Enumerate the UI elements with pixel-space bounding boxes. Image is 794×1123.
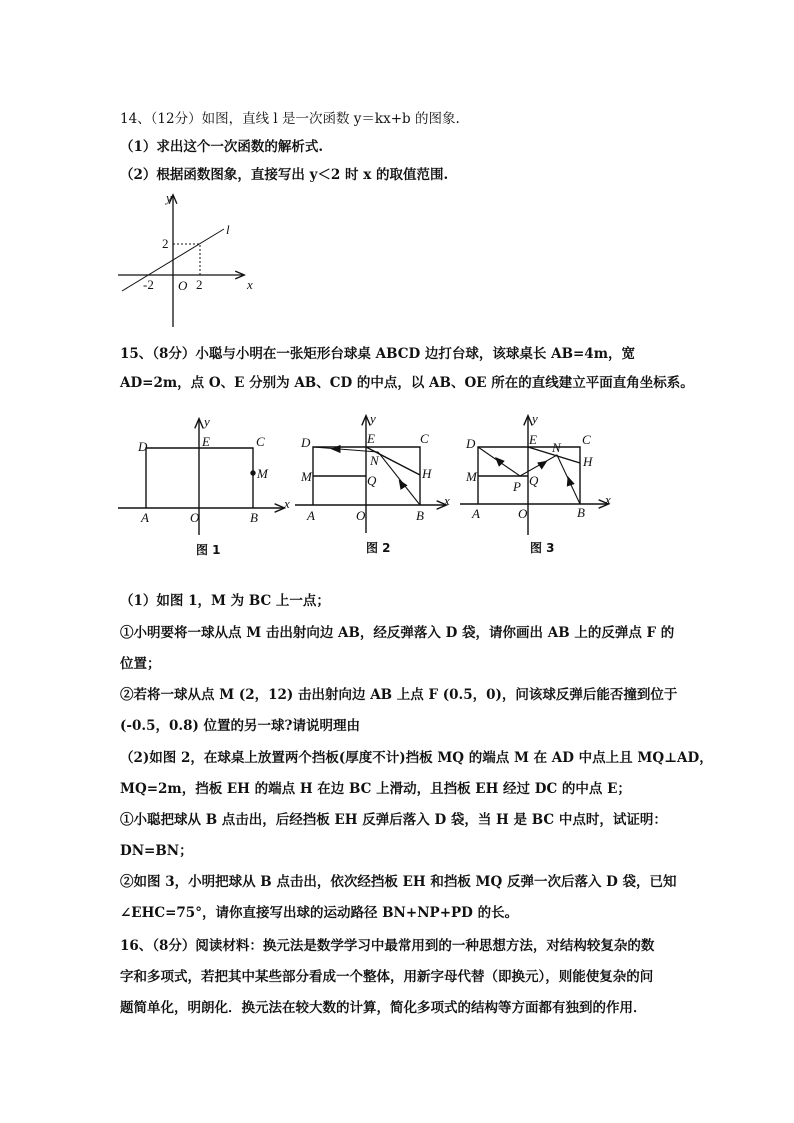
figure-1-caption: 图 1 (196, 543, 221, 557)
figure-point-label: E (529, 432, 537, 447)
x-axis-label: x (247, 277, 253, 292)
q14-part2: （2）根据函数图象，直接写出 y＜2 时 x 的取值范围. (120, 167, 449, 183)
q15-line: DN=BN； (120, 843, 193, 859)
q15-line: ①小明要将一球从点 M 击出射向边 AB，经反弹落入 D 袋，请你画出 AB 上的反弹点 F 的 (120, 625, 675, 641)
figure-point-label: D (466, 436, 476, 451)
figure-point-label: P (513, 479, 521, 494)
q14-function-graph (118, 196, 243, 327)
q15-line: （2)如图 2，在球桌上放置两个挡板(厚度不计)挡板 MQ 的端点 M 在 AD 中点上且 MQ⊥AD， (120, 750, 713, 766)
figure-2-labels (300, 411, 450, 555)
figure-point-label: B (250, 510, 258, 525)
figure-point-label: M (257, 466, 268, 481)
figure-point-label: O (518, 506, 528, 521)
figure-point-label: x (284, 496, 290, 511)
figure-point-label: C (582, 432, 591, 447)
figure-point-label: x (605, 492, 611, 507)
q14-stem: 14、（12分）如图，直线 l 是一次函数 y＝kx+b 的图象. (120, 111, 460, 127)
figure-point-label: A (141, 510, 149, 525)
figure-point-label: O (356, 508, 366, 523)
figure-point-label: D (301, 435, 311, 450)
figure-point-label: N (552, 440, 561, 455)
x-tick-neg2: -2 (143, 277, 154, 292)
y-tick-2: 2 (162, 236, 169, 251)
figure-point-label: H (422, 466, 432, 481)
figure-point-label: A (472, 506, 480, 521)
origin-label: O (178, 278, 188, 293)
figure-point-label: C (420, 431, 429, 446)
figure-point-label: B (577, 505, 585, 520)
figure-point-label: C (256, 434, 265, 449)
q15-stem-line1: 15、（8分）小聪与小明在一张矩形台球桌 ABCD 边打台球，该球桌长 AB=4m，宽 (120, 346, 635, 362)
figure-3-labels (465, 411, 611, 555)
line-label: l (226, 222, 230, 237)
figure-point-label: x (444, 493, 450, 508)
figure-point-label: M (466, 469, 477, 484)
q15-line: 位置； (120, 656, 161, 672)
q15-line: ∠EHC=75°，请你直接写出球的运动路径 BN+NP+PD 的长。 (120, 905, 519, 921)
q15-line: MQ=2m，挡板 EH 的端点 H 在边 BC 上滑动，且挡板 EH 经过 DC 的中点 E； (120, 781, 631, 797)
figure-point-label: N (370, 453, 379, 468)
q15-line: （1）如图 1，M 为 BC 上一点； (120, 593, 330, 609)
figure-point-label: D (138, 439, 148, 454)
figure-point-label: E (202, 434, 210, 449)
figure-point-label: y (532, 411, 538, 426)
figure-2-caption: 图 2 (366, 541, 391, 555)
figure-point-label: Q (367, 473, 377, 488)
q14-part1: （1）求出这个一次函数的解析式. (120, 139, 324, 155)
figure-point-label: M (301, 469, 312, 484)
y-axis-label: y (166, 190, 172, 205)
q15-line: ②如图 3，小明把球从 B 点击出，依次经挡板 EH 和挡板 MQ 反弹一次后落入 D 袋，已知 (120, 874, 677, 890)
q15-line: ①小聪把球从 B 点击出，后经挡板 EH 反弹后落入 D 袋，当 H 是 BC 中点时，试证明： (120, 812, 667, 828)
q15-line: ②若将一球从点 M (2，12) 击出射向边 AB 上点 F (0.5，0)，问该球反弹后能否撞到位于 (120, 687, 678, 703)
figure-point-label: y (370, 411, 376, 426)
figure-point-label: E (367, 431, 375, 446)
figure-point-label: O (190, 510, 200, 525)
q15-stem-line2: AD=2m，点 O、E 分别为 AB、CD 的中点，以 AB、OE 所在的直线建立平面直角坐标系。 (120, 375, 694, 391)
q16-line: 字和多项式，若把其中某些部分看成一个整体，用新字母代替（即换元），则能使复杂的问 (120, 969, 654, 985)
figure-1-labels (137, 414, 290, 557)
figure-3-caption: 图 3 (530, 541, 555, 555)
figure-point-label: B (416, 508, 424, 523)
q15-line: (-0.5，0.8) 位置的另一球?请说明理由 (120, 718, 360, 734)
figure-point-label: y (204, 414, 210, 429)
figure-point-label: H (583, 454, 593, 469)
figure-point-label: Q (529, 473, 539, 488)
q16-line: 16、（8分）阅读材料：换元法是数学学习中最常用到的一种思想方法，对结构较复杂的数 (120, 938, 655, 954)
x-tick-2: 2 (196, 277, 203, 292)
q16-line: 题简单化，明朗化．换元法在较大数的计算，简化多项式的结构等方面都有独到的作用． (120, 1000, 647, 1016)
figure-point-label: A (307, 508, 315, 523)
